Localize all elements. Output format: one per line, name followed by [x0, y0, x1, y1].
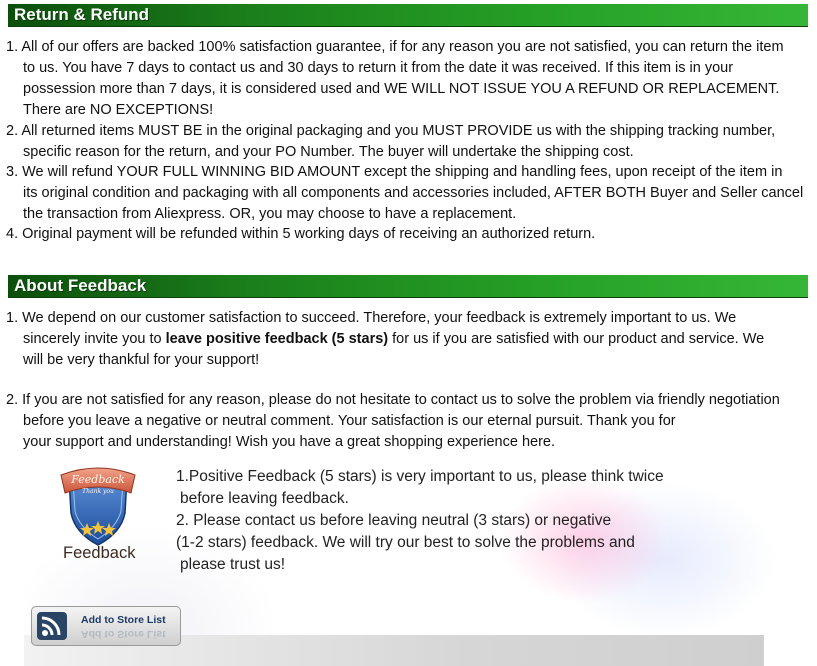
refund-item-2-line-2: specific reason for the return, and your PO Number. The buyer will undertake the shipping cost. — [23, 144, 634, 160]
refund-item-1-line-4: There are NO EXCEPTIONS! — [23, 102, 214, 118]
badge-ribbon-text: Feedback — [71, 473, 125, 486]
add-to-store-list-label: Add to Store List — [81, 614, 166, 626]
feedback-item-1-line-2-after: for us if you are satisfied with our product and service. We — [388, 331, 765, 347]
banner-line-1: 1.Positive Feedback (5 stars) is very important to us, please think twice — [176, 468, 664, 485]
feedback-item-2-line-2: before you leave a negative or neutral comment. Your satisfaction is our eternal pursuit. Thank you for — [23, 413, 676, 429]
refund-item-3-line-1: 3. We will refund YOUR FULL WINNING BID AMOUNT except the shipping and handling fees, upon receipt of the item in — [6, 164, 783, 180]
feedback-item-1-line-2-before: sincerely invite you to — [23, 331, 166, 347]
refund-item-4-line-1: 4. Original payment will be refunded within 5 working days of receiving an authorized return. — [6, 226, 596, 242]
refund-item-4 — [6, 224, 816, 245]
banner-line-2: before leaving feedback. — [180, 490, 349, 507]
feedback-item-1-line-3: will be very thankful for your support! — [23, 352, 260, 368]
feedback-item-2-line-1: 2. If you are not satisfied for any reason, please do not hesitate to contact us to solve the problem via friendly negotiation — [6, 392, 780, 408]
banner-line-5: please trust us! — [180, 556, 286, 573]
feedback-item-2-line-3: your support and understanding! Wish you have a great shopping experience here. — [23, 434, 556, 450]
refund-item-3 — [6, 162, 816, 225]
banner-line-3: 2. Please contact us before leaving neutral (3 stars) or negative — [176, 512, 612, 529]
refund-item-1-line-1: 1. All of our offers are backed 100% satisfaction guarantee, if for any reason you are not satisfied, you can return the item — [6, 39, 784, 55]
refund-item-2-line-1: 2. All returned items MUST BE in the original packaging and you MUST PROVIDE us with the shipping tracking number, — [6, 123, 776, 139]
refund-item-3-line-2: its original condition and packaging with all components and accessories included, AFTER BOTH Buyer and Seller cancel — [23, 185, 804, 201]
return-refund-title: Return & Refund — [14, 5, 150, 24]
refund-item-2 — [6, 121, 816, 163]
feedback-item-2 — [6, 390, 816, 453]
add-to-store-list-reflection: Add to Store List — [81, 628, 166, 640]
refund-item-1-line-3: possession more than 7 days, it is considered used and WE WILL NOT ISSUE YOU A REFUND OR REPLACEMENT. — [23, 81, 780, 97]
positive-feedback-emphasis: leave positive feedback (5 stars) — [165, 331, 389, 347]
return-refund-header — [8, 4, 808, 27]
feedback-item-1 — [6, 308, 816, 371]
refund-item-1 — [6, 37, 816, 121]
feedback-banner — [0, 458, 817, 666]
feedback-item-1-line-1: 1. We depend on our customer satisfaction to succeed. Therefore, your feedback is extremely important to us. We — [6, 310, 737, 326]
feedback-item-1-line-2 — [6, 329, 816, 350]
rss-feed-icon — [37, 612, 67, 640]
badge-label: Feedback — [63, 544, 136, 562]
refund-item-3-line-3: the transaction from Aliexpress. OR, you may choose to have a replacement. — [23, 206, 517, 222]
add-to-store-list-button[interactable] — [31, 606, 181, 646]
shield-badge-icon — [59, 463, 137, 547]
badge-ribbon-subtext: Thank you — [82, 488, 114, 495]
about-feedback-header — [8, 275, 808, 298]
banner-line-4: (1-2 stars) feedback. We will try our best to solve the problems and — [176, 534, 635, 551]
refund-item-1-line-2: to us. You have 7 days to contact us and 30 days to return it from the date it was received. If this item is in your — [23, 60, 734, 76]
about-feedback-title: About Feedback — [14, 276, 147, 295]
